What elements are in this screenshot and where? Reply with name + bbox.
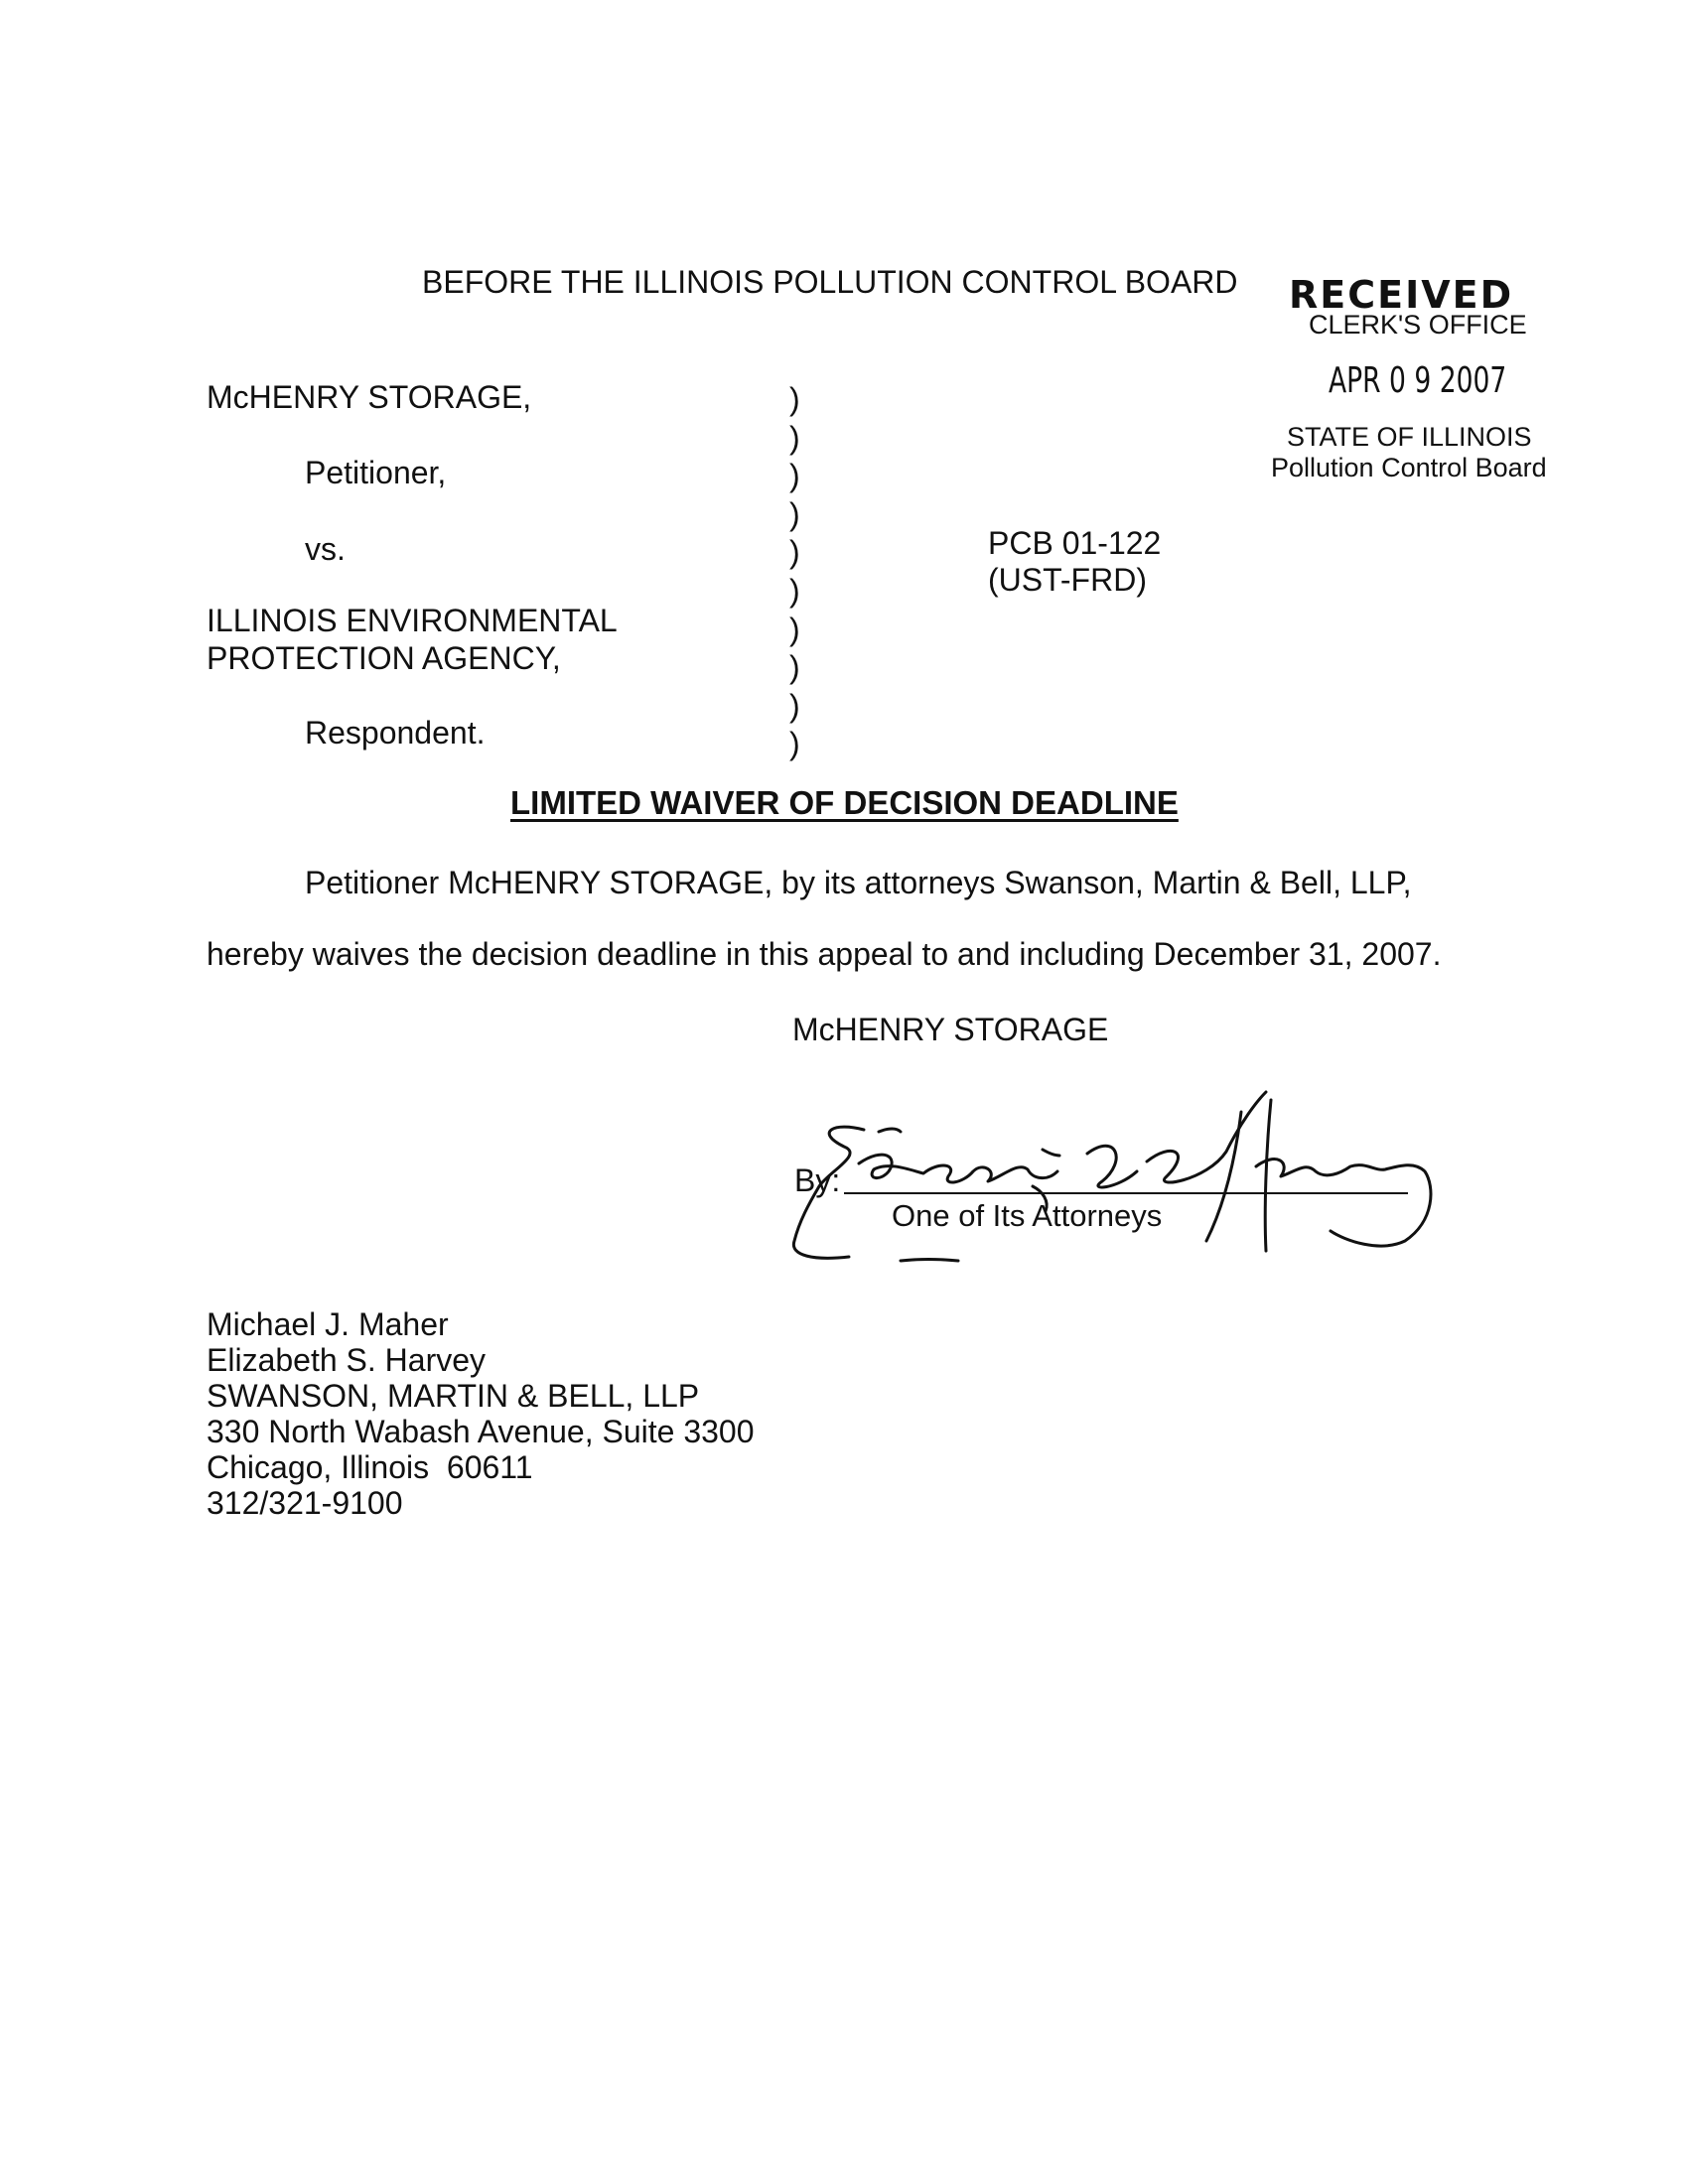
document-title: LIMITED WAIVER OF DECISION DEADLINE [510, 784, 1179, 821]
attorney-line: Chicago, Illinois 60611 [207, 1449, 533, 1485]
paren: ) [789, 534, 800, 571]
signer-caption: One of Its Attorneys [892, 1198, 1163, 1233]
paren: ) [789, 495, 800, 532]
respondent-line-2: PROTECTION AGENCY, [207, 640, 561, 676]
paren: ) [789, 572, 800, 609]
stamp-state: STATE OF ILLINOIS [1287, 422, 1532, 452]
respondent-role: Respondent. [305, 715, 486, 751]
paren: ) [789, 381, 800, 417]
attorney-line: 312/321-9100 [207, 1485, 403, 1521]
versus-label: vs. [305, 531, 346, 567]
paren: ) [789, 419, 800, 456]
paren: ) [789, 649, 800, 686]
body-line-1: Petitioner McHENRY STORAGE, by its attorneys Swanson, Martin & Bell, LLP, [305, 865, 1412, 900]
attorney-line: Elizabeth S. Harvey [207, 1342, 487, 1378]
board-title: BEFORE THE ILLINOIS POLLUTION CONTROL BOARD [422, 264, 1238, 300]
paren: ) [789, 687, 800, 724]
stamp-received-label: RECEIVED [1289, 273, 1514, 317]
by-label: By: [794, 1162, 841, 1198]
signing-party: McHENRY STORAGE [792, 1012, 1109, 1047]
caption-parentheses [789, 380, 800, 763]
attorney-line: 330 North Wabash Avenue, Suite 3300 [207, 1414, 755, 1449]
respondent-line-1: ILLINOIS ENVIRONMENTAL [207, 603, 618, 638]
case-number: PCB 01-122 [988, 525, 1162, 561]
paren: ) [789, 458, 800, 494]
stamp-date: APR 0 9 2007 [1329, 360, 1507, 401]
attorney-line: SWANSON, MARTIN & BELL, LLP [207, 1378, 700, 1414]
body-line-2: hereby waives the decision deadline in this appeal to and including December 31, 2007. [207, 936, 1442, 972]
petitioner-role: Petitioner, [305, 455, 447, 490]
stamp-clerk-office: CLERK'S OFFICE [1309, 310, 1527, 340]
paren: ) [789, 611, 800, 647]
paren: ) [789, 726, 800, 762]
handwritten-signature [789, 1092, 1465, 1291]
petitioner-name: McHENRY STORAGE, [207, 379, 532, 415]
stamp-board: Pollution Control Board [1271, 453, 1547, 482]
attorney-line: Michael J. Maher [207, 1306, 449, 1342]
case-type: (UST-FRD) [988, 562, 1147, 598]
